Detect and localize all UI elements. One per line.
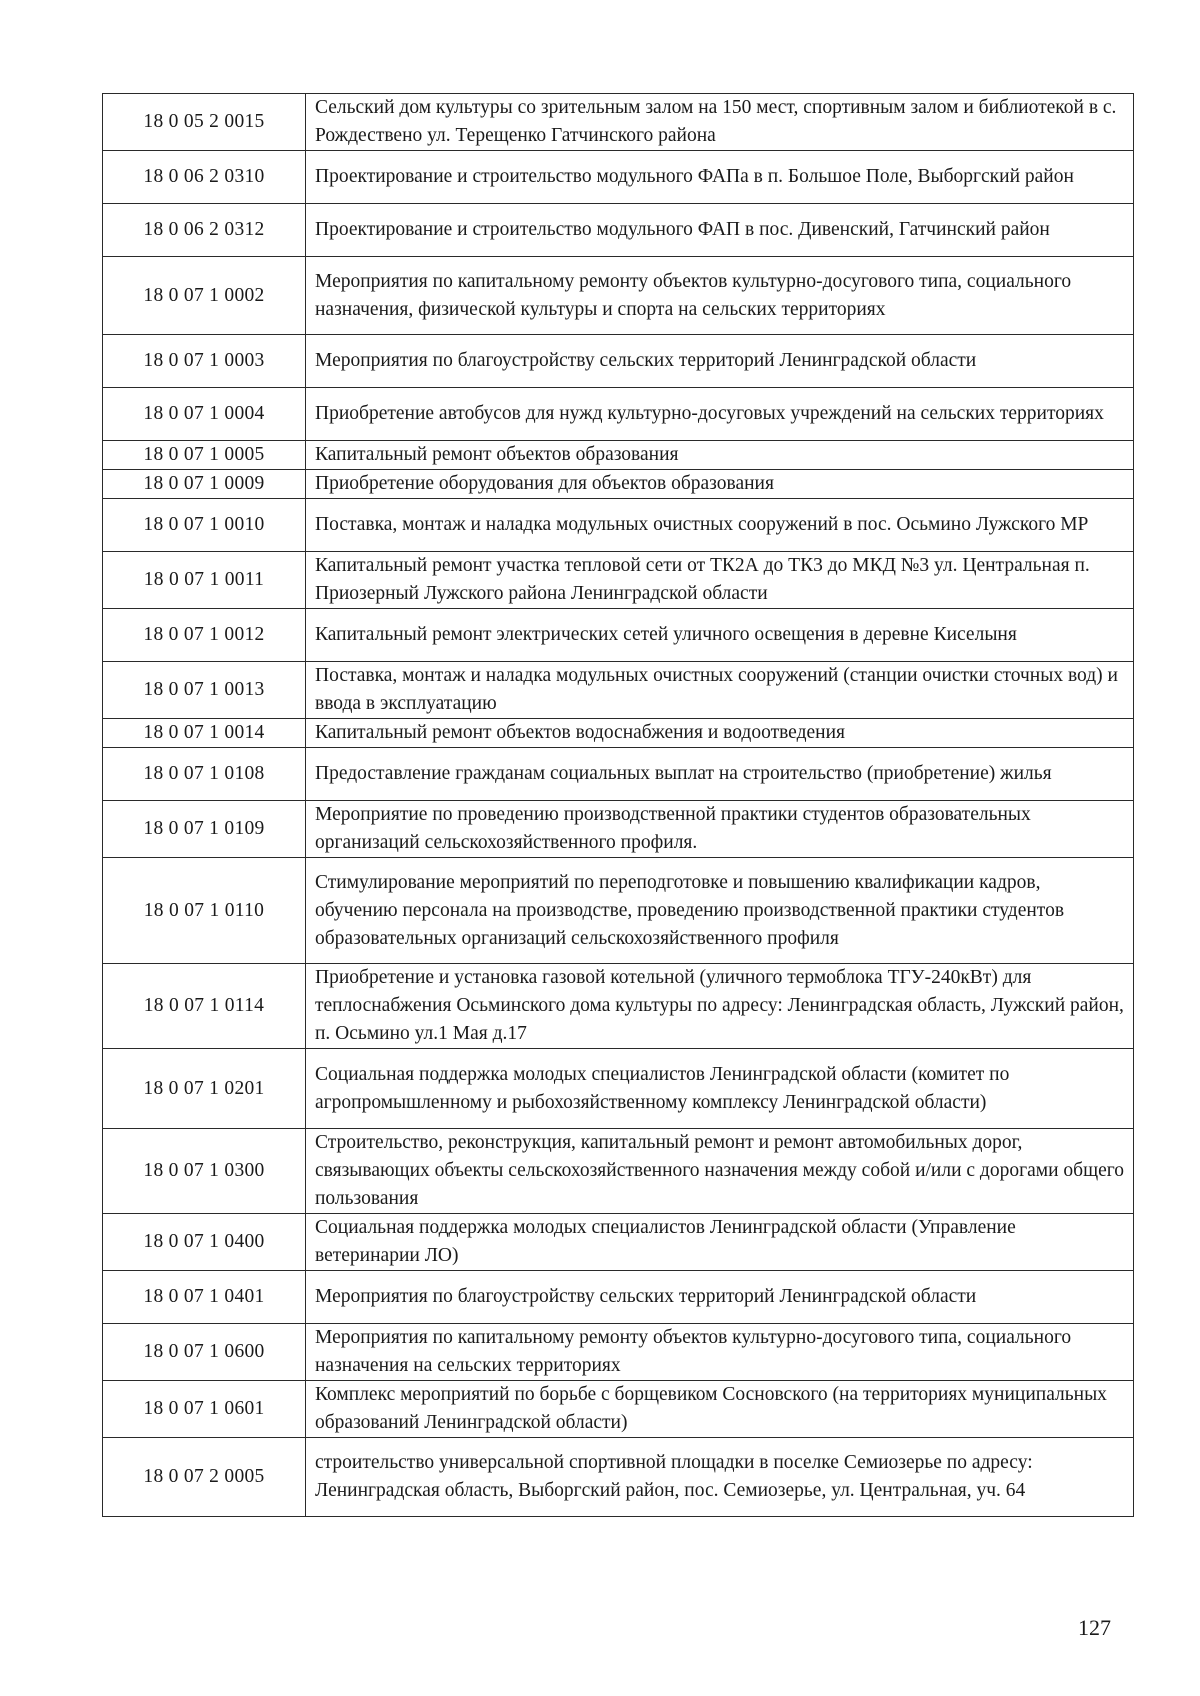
target-item-code-cell: 18 0 07 1 0011 (103, 552, 306, 609)
target-item-code-cell: 18 0 07 1 0012 (103, 609, 306, 662)
item-description-cell: Приобретение оборудования для объектов образования (306, 470, 1134, 499)
budget-classification-table (102, 93, 1134, 1517)
item-description-cell: Капитальный ремонт объектов образования (306, 441, 1134, 470)
item-description-cell: Мероприятия по капитальному ремонту объектов культурно-досугового типа, социального назначения на сельских территориях (306, 1324, 1134, 1381)
item-description-cell: Капитальный ремонт электрических сетей уличного освещения в деревне Киселыня (306, 609, 1134, 662)
item-description-cell: Предоставление гражданам социальных выплат на строительство (приобретение) жилья (306, 748, 1134, 801)
table-row (103, 748, 1134, 801)
target-item-code-cell: 18 0 07 1 0010 (103, 499, 306, 552)
table-row (103, 388, 1134, 441)
table-row (103, 151, 1134, 204)
target-item-code-cell: 18 0 07 1 0003 (103, 335, 306, 388)
table-row (103, 858, 1134, 964)
target-item-code-cell: 18 0 07 1 0009 (103, 470, 306, 499)
target-item-code-cell: 18 0 07 1 0108 (103, 748, 306, 801)
item-description-cell: Капитальный ремонт объектов водоснабжения и водоотведения (306, 719, 1134, 748)
table-row (103, 1214, 1134, 1271)
table-row (103, 1438, 1134, 1517)
table-row (103, 94, 1134, 151)
item-description-cell: Мероприятия по благоустройству сельских территорий Ленинградской области (306, 335, 1134, 388)
target-item-code-cell: 18 0 07 1 0401 (103, 1271, 306, 1324)
table-row (103, 1049, 1134, 1129)
target-item-code-cell: 18 0 07 2 0005 (103, 1438, 306, 1517)
page-number: 127 (1078, 1615, 1111, 1640)
target-item-code-cell: 18 0 07 1 0004 (103, 388, 306, 441)
target-item-code-cell: 18 0 07 1 0300 (103, 1129, 306, 1214)
target-item-code-cell: 18 0 07 1 0600 (103, 1324, 306, 1381)
target-item-code-cell: 18 0 07 1 0002 (103, 257, 306, 335)
item-description-cell: Проектирование и строительство модульного ФАП в пос. Дивенский, Гатчинский район (306, 204, 1134, 257)
table-row (103, 204, 1134, 257)
item-description-cell: Сельский дом культуры со зрительным залом на 150 мест, спортивным залом и библиотекой в с. Рождествено ул. Терещенко Гатчинского района (306, 94, 1134, 151)
target-item-code-cell: 18 0 07 1 0110 (103, 858, 306, 964)
target-item-code-cell: 18 0 07 1 0601 (103, 1381, 306, 1438)
table-row (103, 801, 1134, 858)
table-row (103, 719, 1134, 748)
table-row (103, 1381, 1134, 1438)
target-item-code-cell: 18 0 07 1 0114 (103, 964, 306, 1049)
target-item-code-cell: 18 0 07 1 0400 (103, 1214, 306, 1271)
item-description-cell: Капитальный ремонт участка тепловой сети от ТК2А до ТК3 до МКД №3 ул. Центральная п. Приозерный Лужского района Ленинградской области (306, 552, 1134, 609)
target-item-code-cell: 18 0 06 2 0310 (103, 151, 306, 204)
table-row (103, 662, 1134, 719)
item-description-cell: Комплекс мероприятий по борьбе с борщевиком Сосновского (на территориях муниципальных образований Ленинградской области) (306, 1381, 1134, 1438)
budget-classification-table-container (102, 93, 1134, 1517)
table-row (103, 1129, 1134, 1214)
item-description-cell: Мероприятие по проведению производственной практики студентов образовательных организаций сельскохозяйственного профиля. (306, 801, 1134, 858)
target-item-code-cell: 18 0 07 1 0005 (103, 441, 306, 470)
item-description-cell: Приобретение и установка газовой котельной (уличного термоблока ТГУ-240кВт) для теплоснабжения Осьминского дома культуры по адресу: Ленинградская область, Лужский район, п. Осьмино ул.1 Мая д.17 (306, 964, 1134, 1049)
target-item-code-cell: 18 0 07 1 0201 (103, 1049, 306, 1129)
table-row (103, 1271, 1134, 1324)
target-item-code-cell: 18 0 07 1 0014 (103, 719, 306, 748)
item-description-cell: Мероприятия по капитальному ремонту объектов культурно-досугового типа, социального назначения, физической культуры и спорта на сельских территориях (306, 257, 1134, 335)
table-row (103, 335, 1134, 388)
item-description-cell: Мероприятия по благоустройству сельских территорий Ленинградской области (306, 1271, 1134, 1324)
target-item-code-cell: 18 0 07 1 0109 (103, 801, 306, 858)
target-item-code-cell: 18 0 07 1 0013 (103, 662, 306, 719)
item-description-cell: Стимулирование мероприятий по переподготовке и повышению квалификации кадров, обучению персонала на производстве, проведению производственной практики студентов образовательных организаций сельскохозяйственного профиля (306, 858, 1134, 964)
item-description-cell: Проектирование и строительство модульного ФАПа в п. Большое Поле, Выборгский район (306, 151, 1134, 204)
table-row (103, 552, 1134, 609)
table-row (103, 1324, 1134, 1381)
item-description-cell: Поставка, монтаж и наладка модульных очистных сооружений в пос. Осьмино Лужского МР (306, 499, 1134, 552)
table-row (103, 257, 1134, 335)
item-description-cell: Социальная поддержка молодых специалистов Ленинградской области (комитет по агропромышленному и рыбохозяйственному комплексу Ленинградской области) (306, 1049, 1134, 1129)
item-description-cell: Приобретение автобусов для нужд культурно-досуговых учреждений на сельских территориях (306, 388, 1134, 441)
table-row (103, 441, 1134, 470)
table-row (103, 470, 1134, 499)
table-row (103, 964, 1134, 1049)
item-description-cell: строительство универсальной спортивной площадки в поселке Семиозерье по адресу: Ленинградская область, Выборгский район, пос. Семиозерье, ул. Центральная, уч. 64 (306, 1438, 1134, 1517)
item-description-cell: Социальная поддержка молодых специалистов Ленинградской области (Управление ветеринарии ЛО) (306, 1214, 1134, 1271)
table-row (103, 499, 1134, 552)
target-item-code-cell: 18 0 05 2 0015 (103, 94, 306, 151)
table-body (103, 94, 1134, 1517)
item-description-cell: Строительство, реконструкция, капитальный ремонт и ремонт автомобильных дорог, связывающих объекты сельскохозяйственного назначения между собой и/или с дорогами общего пользования (306, 1129, 1134, 1214)
target-item-code-cell: 18 0 06 2 0312 (103, 204, 306, 257)
item-description-cell: Поставка, монтаж и наладка модульных очистных сооружений (станции очистки сточных вод) и ввода в эксплуатацию (306, 662, 1134, 719)
table-row (103, 609, 1134, 662)
